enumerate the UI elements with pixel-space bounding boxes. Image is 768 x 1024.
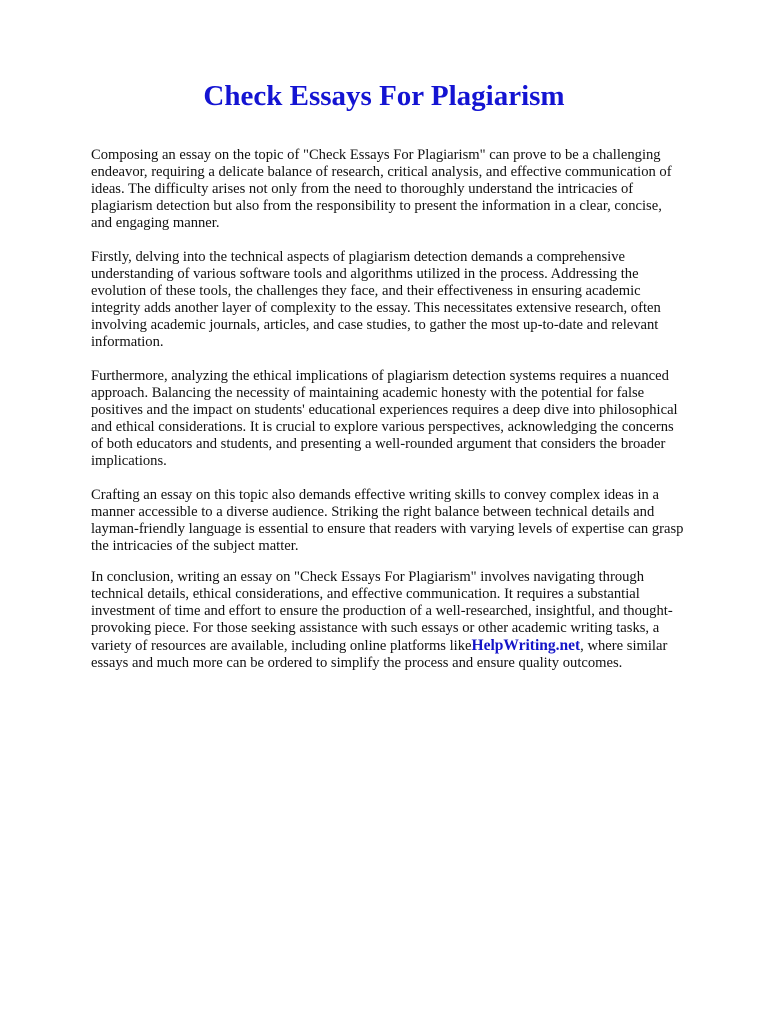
helpwriting-link[interactable]: HelpWriting.net xyxy=(471,637,581,654)
text-line: plagiarism detection but also from the responsibility to present the information in a clear, concise, xyxy=(91,198,662,214)
text-line: technical details, ethical considerations, and effective communication. It requires a substantial xyxy=(91,586,640,602)
text-before-link: variety of resources are available, including online platforms like xyxy=(91,638,472,654)
text-line: positives and the impact on students' educational experiences requires a deep dive into philosophical xyxy=(91,402,678,418)
body-paragraph xyxy=(91,249,741,351)
text-line: investment of time and effort to ensure the production of a well-researched, insightful, and thought- xyxy=(91,603,673,619)
body-paragraph xyxy=(91,487,741,555)
text-after-link: , where similar xyxy=(580,638,668,654)
text-line: the intricacies of the subject matter. xyxy=(91,538,299,554)
text-line: ideas. The difficulty arises not only from the need to thoroughly understand the intricacies of xyxy=(91,181,634,197)
body-paragraph xyxy=(91,147,741,232)
text-line: understanding of various software tools and algorithms utilized in the process. Addressing the xyxy=(91,266,639,282)
text-line: information. xyxy=(91,334,164,350)
text-line: In conclusion, writing an essay on "Check Essays For Plagiarism" involves navigating through xyxy=(91,569,645,585)
text-line: Furthermore, analyzing the ethical implications of plagiarism detection systems requires a nuanced xyxy=(91,368,669,384)
text-line: Crafting an essay on this topic also demands effective writing skills to convey complex ideas in a xyxy=(91,487,659,503)
text-line: integrity adds another layer of complexity to the essay. This necessitates extensive research, often xyxy=(91,300,661,316)
text-line: manner accessible to a diverse audience. Striking the right balance between technical details and xyxy=(91,504,655,520)
text-line: of both educators and students, and presenting a well-rounded argument that considers the broader xyxy=(91,436,666,452)
text-line: Composing an essay on the topic of "Check Essays For Plagiarism" can prove to be a challenging xyxy=(91,147,661,163)
text-line: implications. xyxy=(91,453,167,469)
text-line: endeavor, requiring a delicate balance of research, critical analysis, and effective communication of xyxy=(91,164,672,180)
page-title: Check Essays For Plagiarism xyxy=(203,80,565,112)
text-line: essays and much more can be ordered to simplify the process and ensure quality outcomes. xyxy=(91,655,623,671)
text-line: involving academic journals, articles, and case studies, to gather the most up-to-date and relevant xyxy=(91,317,659,333)
text-line: approach. Balancing the necessity of maintaining academic honesty with the potential for false xyxy=(91,385,645,401)
body-paragraph xyxy=(91,368,741,470)
text-line xyxy=(91,637,741,655)
text-line: evolution of these tools, the challenges they face, and their effectiveness in ensuring academic xyxy=(91,283,641,299)
text-line: Firstly, delving into the technical aspects of plagiarism detection demands a comprehensive xyxy=(91,249,626,265)
conclusion-paragraph xyxy=(91,569,741,672)
text-line: and ethical considerations. It is crucial to explore various perspectives, acknowledging the concerns xyxy=(91,419,674,435)
text-line: and engaging manner. xyxy=(91,215,220,231)
text-line: provoking piece. For those seeking assistance with such essays or other academic writing tasks, a xyxy=(91,620,660,636)
text-line: layman-friendly language is essential to ensure that readers with varying levels of expertise can grasp xyxy=(91,521,684,537)
